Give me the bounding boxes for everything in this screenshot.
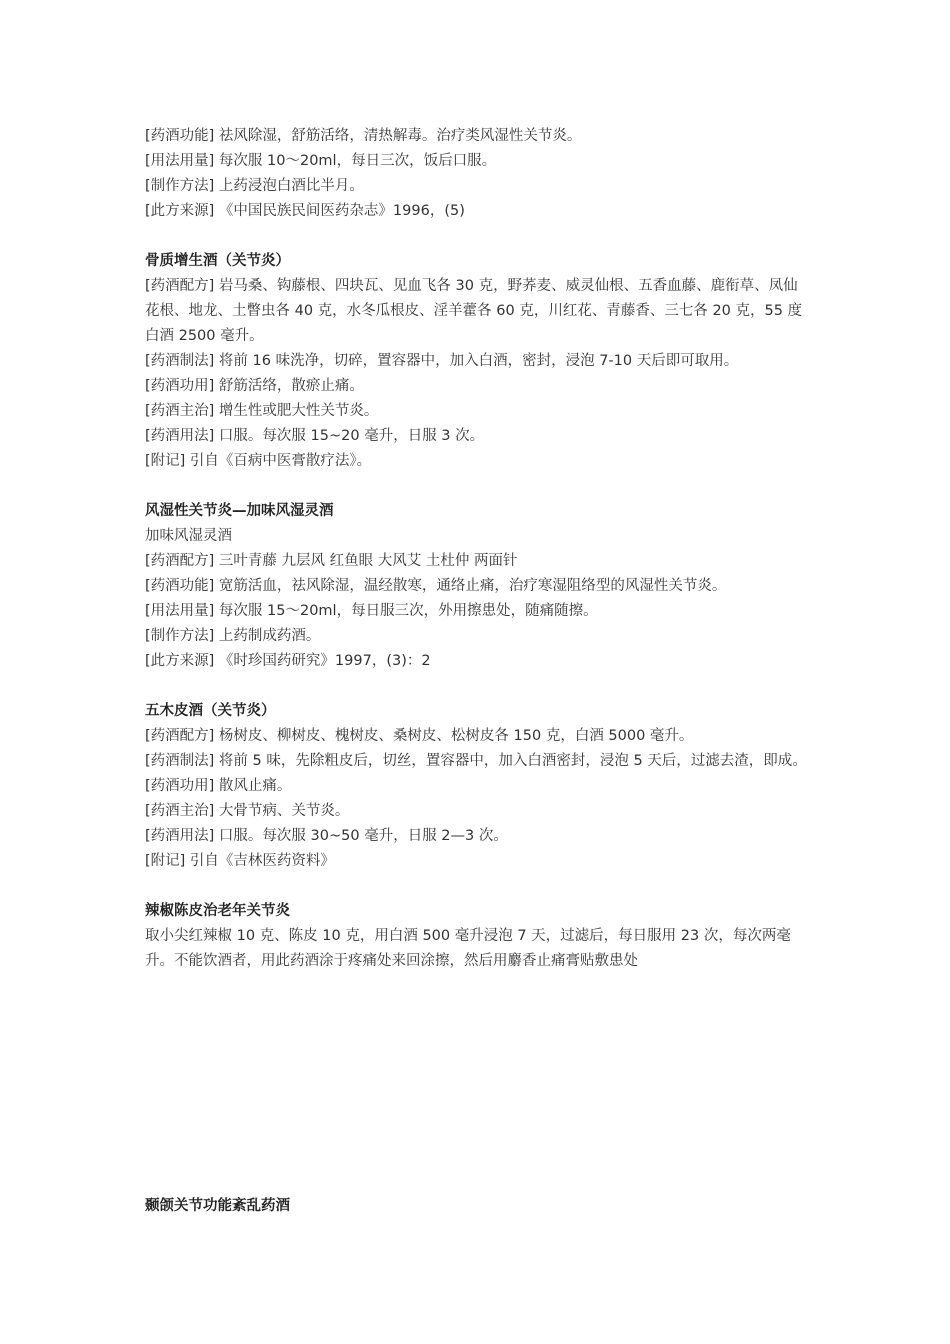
s1-function: [药酒功用] 舒筋活络，散瘀止痛。 [145, 378, 364, 394]
s2-source: [此方来源] 《时珍国药研究》1997，(3)：2 [145, 653, 431, 669]
s3-usage: [药酒用法] 口服。每次服 30~50 毫升，日服 2—3 次。 [145, 828, 508, 844]
section-title-tmj-disorder-wine: 颞颌关节功能紊乱药酒 [145, 1198, 290, 1214]
s3-formula: [药酒配方] 杨树皮、柳树皮、槐树皮、桑树皮、松树皮各 150 克，白酒 5000 毫升。 [145, 728, 694, 744]
s3-note: [附记] 引自《吉林医药资料》 [145, 853, 335, 869]
s2-method: [制作方法] 上药制成药酒。 [145, 628, 321, 644]
section-title-chili-peel-remedy: 辣椒陈皮治老年关节炎 [145, 903, 290, 919]
s1-indication: [药酒主治] 增生性或肥大性关节炎。 [145, 403, 379, 419]
section-title-bone-hyperplasia-wine: 骨质增生酒（关节炎） [145, 253, 290, 269]
spacer [145, 874, 810, 899]
spacer [145, 224, 810, 249]
s3-method: [药酒制法] 将前 5 味，先除粗皮后，切丝，置容器中，加入白酒密封，浸泡 5 天后，过滤去渣，即成。 [145, 753, 807, 769]
s4-body: 取小尖红辣椒 10 克、陈皮 10 克，用白酒 500 毫升浸泡 7 天，过滤后，每日服用 23 次，每次两毫升。不能饮酒者，用此药酒涂于疼痛处来回涂擦，然后用麝香止痛膏贴敷患处 [145, 928, 791, 969]
intro-source: [此方来源] 《中国民族民间医药杂志》1996，(5) [145, 203, 465, 219]
s1-method: [药酒制法] 将前 16 味洗净，切碎，置容器中，加入白酒，密封，浸泡 7-10 天后即可取用。 [145, 353, 739, 369]
intro-method: [制作方法] 上药浸泡白酒比半月。 [145, 178, 364, 194]
intro-dosage: [用法用量] 每次服 10～20ml，每日三次，饭后口服。 [145, 153, 497, 169]
section-title-rheumatism-wine: 风湿性关节炎—加味风湿灵酒 [145, 503, 334, 519]
document-body [145, 124, 810, 974]
s1-formula: [药酒配方] 岩马桑、钩藤根、四块瓦、见血飞各 30 克，野荞麦、威灵仙根、五香血藤、鹿衔草、凤仙花根、地龙、土瞥虫各 40 克，水冬瓜根皮、淫羊藿各 60 克，川红花、青藤香、三七各 20 克，55 度白酒 2500 毫升。 [145, 278, 803, 344]
intro-function: [药酒功能] 祛风除湿，舒筋活络，清热解毒。治疗类风湿性关节炎。 [145, 128, 582, 144]
s2-function: [药酒功能] 宽筋活血，祛风除湿，温经散寒，通络止痛，治疗寒湿阻络型的风湿性关节炎。 [145, 578, 727, 594]
s2-subtitle: 加味风湿灵酒 [145, 528, 232, 544]
s1-usage: [药酒用法] 口服。每次服 15~20 毫升，日服 3 次。 [145, 428, 485, 444]
spacer [145, 474, 810, 499]
s3-indication: [药酒主治] 大骨节病、关节炎。 [145, 803, 350, 819]
s2-formula: [药酒配方] 三叶青藤 九层风 红鱼眼 大风艾 土杜仲 两面针 [145, 553, 518, 569]
spacer [145, 674, 810, 699]
section-title-five-bark-wine: 五木皮酒（关节炎） [145, 703, 276, 719]
s2-dosage: [用法用量] 每次服 15～20ml，每日服三次，外用擦患处，随痛随擦。 [145, 603, 598, 619]
s3-function: [药酒功用] 散风止痛。 [145, 778, 292, 794]
s1-note: [附记] 引自《百病中医膏散疗法》。 [145, 453, 372, 469]
